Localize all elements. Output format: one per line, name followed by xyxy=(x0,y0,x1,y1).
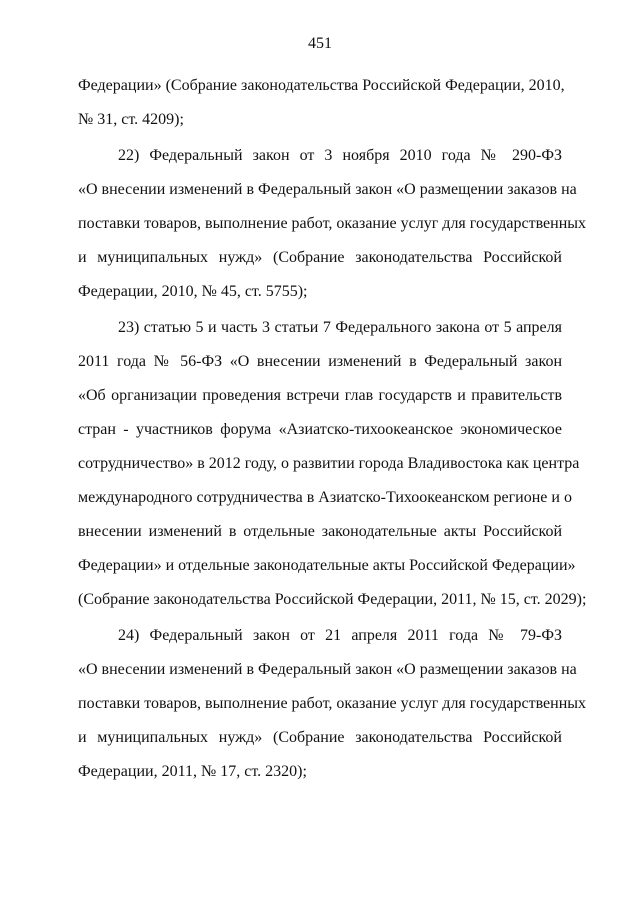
paragraph-line: 2011 года № 56-ФЗ «О внесении изменений в Федеральный закон xyxy=(78,353,562,370)
paragraph-line: 22) Федеральный закон от 3 ноября 2010 года № 290-ФЗ xyxy=(118,147,562,164)
paragraph-line: Федерации, 2010, № 45, ст. 5755); xyxy=(78,283,308,300)
paragraph-line: Федерации, 2011, № 17, ст. 2320); xyxy=(78,763,307,780)
paragraph-line: «Об организации проведения встречи глав государств и правительств xyxy=(78,387,562,404)
page-number: 451 xyxy=(308,35,332,52)
paragraph-line: «О внесении изменений в Федеральный закон «О размещении заказов на xyxy=(78,661,577,678)
paragraph-line: (Собрание законодательства Российской Федерации, 2011, № 15, ст. 2029); xyxy=(78,591,587,608)
paragraph-line: «О внесении изменений в Федеральный закон «О размещении заказов на xyxy=(78,181,577,198)
paragraph-line: № 31, ст. 4209); xyxy=(78,111,184,128)
paragraph-line: Федерации» (Собрание законодательства Российской Федерации, 2010, xyxy=(78,77,565,94)
paragraph-line: внесении изменений в отдельные законодательные акты Российской xyxy=(78,523,562,540)
paragraph-line: 23) статью 5 и часть 3 статьи 7 Федерального закона от 5 апреля xyxy=(118,319,562,336)
paragraph-line: международного сотрудничества в Азиатско-Тихоокеанском регионе и о xyxy=(78,489,572,506)
paragraph-line: 24) Федеральный закон от 21 апреля 2011 года № 79-ФЗ xyxy=(118,627,562,644)
paragraph-line: и муниципальных нужд» (Собрание законодательства Российской xyxy=(78,249,562,266)
paragraph-line: поставки товаров, выполнение работ, оказание услуг для государственных xyxy=(78,695,587,712)
paragraph-line: поставки товаров, выполнение работ, оказание услуг для государственных xyxy=(78,215,587,232)
paragraph-line: Федерации» и отдельные законодательные акты Российской Федерации» xyxy=(78,557,576,574)
paragraph-line: стран - участников форума «Азиатско-тихоокеанское экономическое xyxy=(78,421,562,438)
paragraph-line: сотрудничество» в 2012 году, о развитии города Владивостока как центра xyxy=(78,455,580,472)
paragraph-line: и муниципальных нужд» (Собрание законодательства Российской xyxy=(78,729,562,746)
